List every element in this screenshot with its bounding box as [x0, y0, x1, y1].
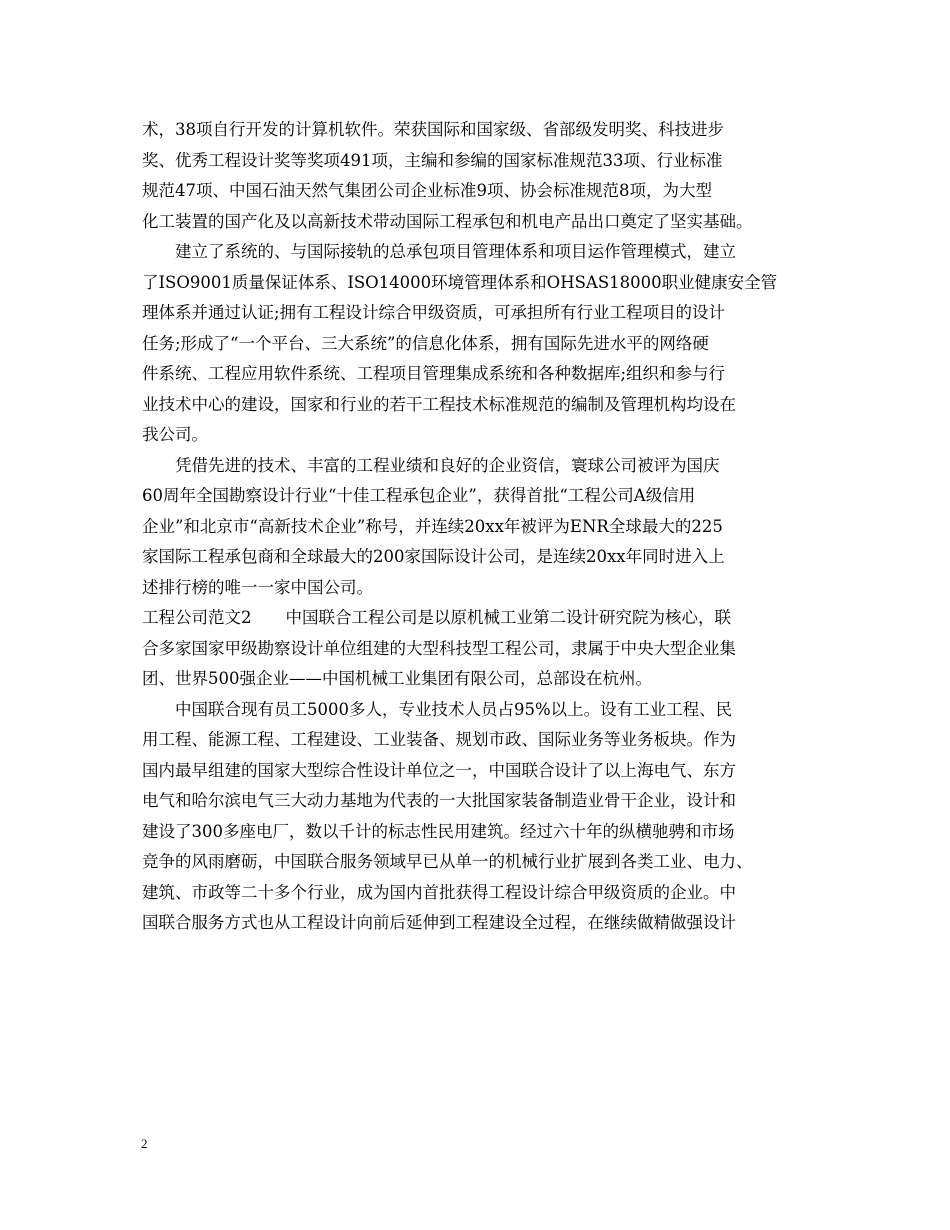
text-line: 件系统、工程应用软件系统、工程项目管理集成系统和各种数据库;组织和参与行	[142, 364, 726, 383]
text-line: 国联合服务方式也从工程设计向前后延伸到工程建设全过程，在继续做精做强设计	[142, 913, 736, 932]
text-line: 电气和哈尔滨电气三大动力基地为代表的一大批国家装备制造业骨干企业，设计和	[142, 791, 736, 810]
section-heading: 工程公司范文2	[142, 608, 252, 627]
text-line: 建筑、市政等二十多个行业，成为国内首批获得工程设计综合甲级资质的企业。中	[142, 882, 736, 902]
text-line: 中国联合工程公司是以原机械工业第二设计研究院为核心，联	[285, 608, 731, 627]
text-line: 团、世界500强企业——中国机械工业集团有限公司，总部设在杭州。	[142, 669, 652, 688]
page-number: 2	[141, 1136, 148, 1151]
text-line: 60周年全国勘察设计行业“十佳工程承包企业”，获得首批“工程公司A级信用	[142, 486, 696, 505]
paragraph-start-line: 凭借先进的技术、丰富的工程业绩和良好的企业资信，寰球公司被评为国庆	[175, 455, 720, 475]
paragraph-start-line: 建立了系统的、与国际接轨的总承包项目管理体系和项目运作管理模式，建立	[175, 242, 736, 261]
text-line: 国内最早组建的国家大型综合性设计单位之一，中国联合设计了以上海电气、东方	[142, 760, 736, 780]
text-line: 合多家国家甲级勘察设计单位组建的大型科技型工程公司，隶属于中央大型企业集	[142, 638, 736, 658]
text-line: 我公司。	[142, 425, 208, 444]
text-line: 述排行榜的唯一一家中国公司。	[142, 577, 373, 597]
text-line: 化工装置的国产化及以高新技术带动国际工程承包和机电产品出口奠定了坚实基础。	[142, 211, 753, 231]
text-line: 用工程、能源工程、工程建设、工业装备、规划市政、国际业务等业务板块。作为	[142, 730, 736, 749]
text-line: 任务;形成了“一个平台、三大系统”的信息化体系，拥有国际先进水平的网络硬	[142, 333, 709, 353]
text-line: 业技术中心的建设，国家和行业的若干工程技术标准规范的编制及管理机构均设在	[142, 394, 736, 414]
text-line: 家国际工程承包商和全球最大的200家国际设计公司，是连续20xx年同时进入上	[142, 547, 725, 566]
text-line: 企业”和北京市“高新技术企业”称号，并连续20xx年被评为ENR全球最大的225	[142, 516, 723, 536]
text-line: 奖、优秀工程设计奖等奖项491项，主编和参编的国家标准规范33项、行业标准	[142, 150, 723, 170]
section-heading-line	[142, 603, 812, 634]
text-line: 了ISO9001质量保证体系、ISO14000环境管理体系和OHSAS18000职业健康安全管	[142, 272, 778, 292]
paragraph-start-line: 中国联合现有员工5000多人，专业技术人员占95%以上。设有工业工程、民	[175, 699, 733, 719]
text-line: 规范47项、中国石油天然气集团公司企业标准9项、协会标准规范8项，为大型	[142, 181, 712, 200]
text-line: 理体系并通过认证;拥有工程设计综合甲级资质，可承担所有行业工程项目的设计	[142, 303, 726, 322]
text-line: 竞争的风雨磨砺，中国联合服务领域早已从单一的机械行业扩展到各类工业、电力、	[142, 852, 753, 871]
text-line: 术，38项自行开发的计算机软件。荣获国际和国家级、省部级发明奖、科技进步	[142, 120, 724, 139]
text-line: 建设了300多座电厂，数以千计的标志性民用建筑。经过六十年的纵横驰骋和市场	[142, 821, 735, 841]
document-body	[142, 115, 812, 939]
